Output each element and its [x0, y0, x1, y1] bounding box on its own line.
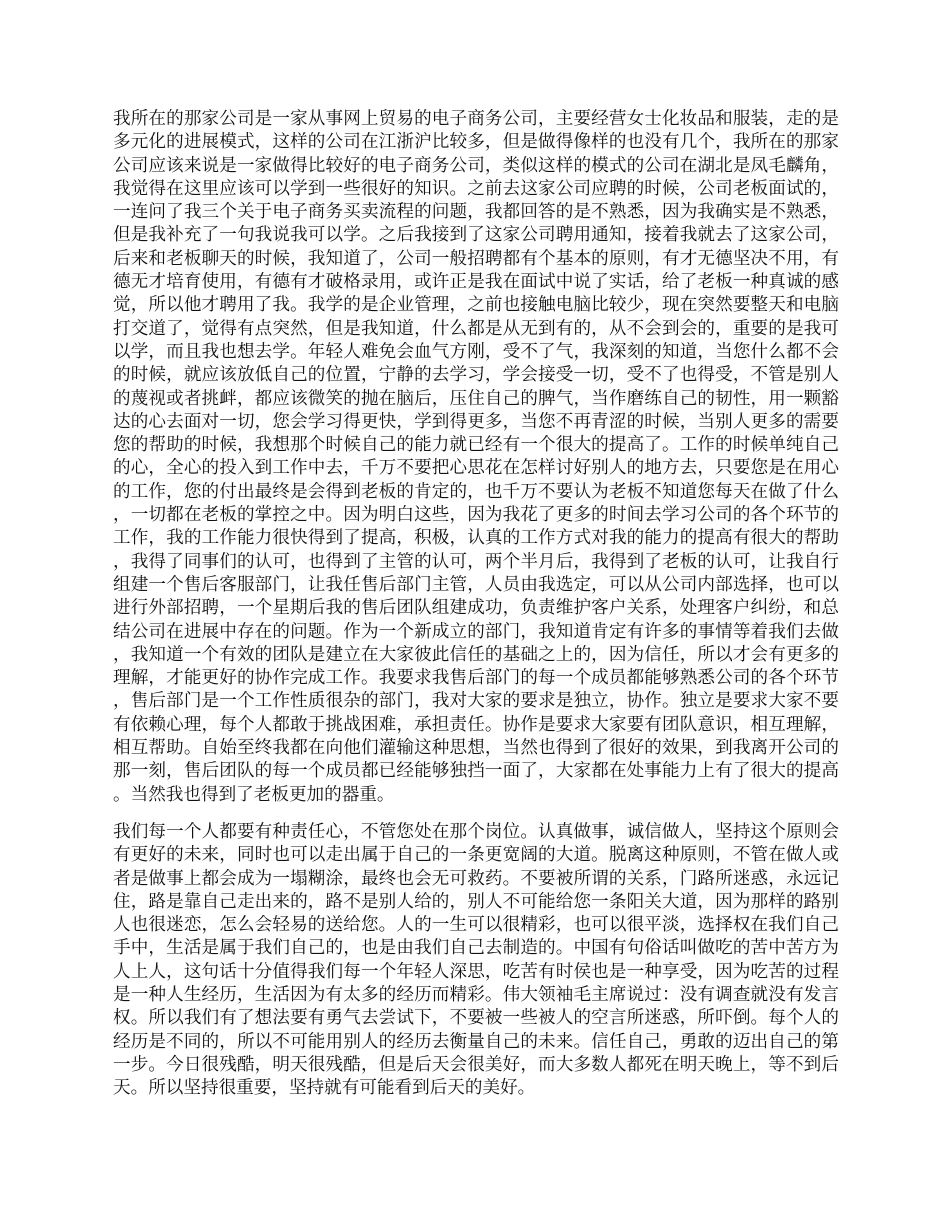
paragraph-2: 我们每一个人都要有种责任心，不管您处在那个岗位。认真做事，诚信做人，坚持这个原则会有更好的未来，同时也可以走出属于自己的一条更宽阔的大道。脱离这种原则，不管在做人或者是做事上都会成为一塌糊涂，最终也会无可救药。不要被所谓的关系，门路所迷惑，永远记住，路是靠自己走出来的，路不是别人给的，别人不可能给您一条阳关大道，因为那样的路别人也很迷恋，怎么会轻易的送给您。人的一生可以很精彩，也可以很平淡，选择权在我们自己手中，生活是属于我们自己的，也是由我们自己去制造的。中国有句俗话叫做吃的苦中苦方为人上人，这句话十分值得我们每一个年轻人深思，吃苦有时侯也是一种享受，因为吃苦的过程是一种人生经历，生活因为有太多的经历而精彩。伟大领袖毛主席说过：没有调查就没有发言权。所以我们有了想法要有勇气去尝试下，不要被一些被人的空言所迷惑，所吓倒。每个人的经历是不同的，所以不可能用别人的经历去衡量自己的未来。信任自己，勇敢的迈出自己的第一步。今日很残酷，明天很残酷，但是后天会很美好，而大多数人都死在明天晚上，等不到后天。所以坚持很重要，坚持就有可能看到后天的美好。	[113, 821, 839, 1099]
paragraph-1: 我所在的那家公司是一家从事网上贸易的电子商务公司，主要经营女士化妆品和服装，走的是多元化的进展模式，这样的公司在江浙沪比较多，但是做得像样的也没有几个，我所在的那家公司应该来说是一家做得比较好的电子商务公司，类似这样的模式的公司在湖北是凤毛麟角，我觉得在这里应该可以学到一些很好的知识。之前去这家公司应聘的时候，公司老板面试的，一连问了我三个关于电子商务买卖流程的问题，我都回答的是不熟悉，因为我确实是不熟悉，但是我补充了一句我说我可以学。之后我接到了这家公司聘用通知，接着我就去了这家公司，后来和老板聊天的时候，我知道了，公司一般招聘都有个基本的原则，有才无德坚决不用，有德无才培育使用，有德有才破格录用，或许正是我在面试中说了实话，给了老板一种真诚的感觉，所以他才聘用了我。我学的是企业管理，之前也接触电脑比较少，现在突然要整天和电脑打交道了，觉得有点突然，但是我知道，什么都是从无到有的，从不会到会的，重要的是我可以学，而且我也想去学。年轻人难免会血气方刚，受不了气，我深刻的知道，当您什么都不会的时候，就应该放低自己的位置，宁静的去学习，学会接受一切，受不了也得受，不管是别人的蔑视或者挑衅，都应该微笑的抛在脑后，压住自己的脾气，当作磨练自己的韧性，用一颗豁达的心去面对一切，您会学习得更快，学到得更多，当您不再青涩的时候，当别人更多的需要您的帮助的时候，我想那个时候自己的能力就已经有一个很大的提高了。工作的时候单纯自己的心，全心的投入到工作中去，千万不要把心思花在怎样讨好别人的地方去，只要您是在用心的工作，您的付出最终是会得到老板的肯定的，也千万不要认为老板不知道您每天在做了什么，一切都在老板的掌控之中。因为明白这些，因为我花了更多的时间去学习公司的各个环节的工作，我的工作能力很快得到了提高，积极，认真的工作方式对我的能力的提高有很大的帮助，我得了同事们的认可，也得到了主管的认可，两个半月后，我得到了老板的认可，让我自行组建一个售后客服部门，让我任售后部门主管，人员由我选定，可以从公司内部选择，也可以进行外部招聘，一个星期后我的售后团队组建成功，负责维护客户关系，处理客户纠纷，和总结公司在进展中存在的问题。作为一个新成立的部门，我知道肯定有许多的事情等着我们去做，我知道一个有效的团队是建立在大家彼此信任的基础之上的，因为信任，所以才会有更多的理解，才能更好的协作完成工作。我要求我售后部门的每一个成员都能够熟悉公司的各个环节，售后部门是一个工作性质很杂的部门，我对大家的要求是独立，协作。独立是要求大家不要有依赖心理，每个人都敢于挑战困难，承担责任。协作是要求大家要有团队意识，相互理解，相互帮助。自始至终我都在向他们灌输这种思想，当然也得到了很好的效果，到我离开公司的那一刻，售后团队的每一个成员都已经能够独挡一面了，大家都在处事能力上有了很大的提高。当然我也得到了老板更加的器重。	[113, 109, 839, 805]
document-body	[113, 108, 839, 1114]
